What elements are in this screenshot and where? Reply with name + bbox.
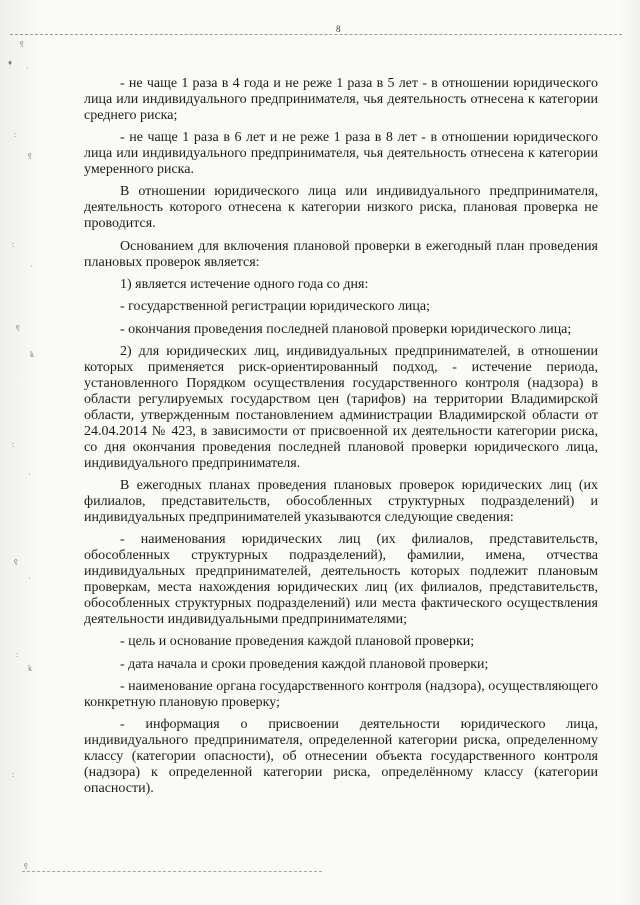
margin-mark: :	[14, 130, 17, 139]
margin-mark: k	[28, 664, 32, 673]
bottom-divider	[22, 871, 322, 872]
margin-mark: ♦	[8, 58, 13, 67]
paragraph-dates: - дата начала и сроки проведения каждой плановой проверки;	[120, 656, 489, 672]
top-divider	[10, 34, 622, 35]
paragraph-names: - наименования юридических лиц (их филиалов, представительств, обособленных структурных подразделений), фамилии, имена, отчества индивидуальных предпринимателей, деятельность которых подлежит плановым проверкам, места нахождения юридических лиц (их филиалов, представительств, обособленных структурных подразделений) или места фактического осуществления деятельности индивидуальными предпринимателями;	[84, 532, 598, 627]
paragraph-item-1: 1) является истечение одного года со дня:	[120, 276, 369, 292]
margin-mark: ·	[28, 470, 31, 479]
margin-mark: ę	[20, 38, 24, 47]
page-number: 8	[336, 24, 341, 34]
paragraph-item-2: 2) для юридических лиц, индивидуальных предпринимателей, в отношении которых применяется риск-ориентированный подход, - истечение периода, установленного Порядком осуществления государственного контроля (надзора) в области регулируемых государством цен (тарифов) на территории Владимирской области, утвержденным постановлением администрации Владимирской области от 24.04.2014 № 423, в зависимости от присвоенной их деятельности категории риска, со дня окончания проведения последней плановой проверки юридического лица, индивидуального предпринимателя.	[84, 344, 598, 471]
paragraph-risk-info: - информация о присвоении деятельности юридического лица, индивидуального предпринимателя, определенной категории риска, определенному классу (категории опасности), об отнесении объекта государственного контроля (надзора) к определенной категории риска, определённому классу (категории опасности).	[84, 717, 598, 796]
margin-mark: ·	[30, 262, 33, 271]
paragraph-registration: - государственной регистрации юридического лица;	[120, 299, 431, 315]
paragraph-risk-low: В отношении юридического лица или индивидуального предпринимателя, деятельность которого отнесена к категории низкого риска, плановая проверка не проводится.	[84, 184, 598, 232]
margin-mark: ę	[24, 860, 28, 869]
paragraph-annual-plans: В ежегодных планах проведения плановых проверок юридических лиц (их филиалов, представительств, обособленных структурных подразделений) и индивидуальных предпринимателей указываются следующие сведения:	[84, 477, 598, 525]
paragraph-goal: - цель и основание проведения каждой плановой проверки;	[120, 634, 475, 650]
paragraph-basis: Основанием для включения плановой проверки в ежегодный план проведения плановых проверок является:	[84, 238, 598, 270]
margin-mark: ę	[14, 556, 18, 565]
margin-mark: ę	[28, 150, 32, 159]
paragraph-last-check: - окончания проведения последней плановой проверки юридического лица;	[120, 321, 572, 337]
margin-mark: :	[12, 240, 15, 249]
binding-margin	[0, 0, 40, 905]
margin-mark: :	[12, 770, 15, 779]
paragraph-risk-medium: - не чаще 1 раза в 4 года и не реже 1 раза в 5 лет - в отношении юридического лица или индивидуального предпринимателя, чья деятельность отнесена к категории среднего риска;	[84, 76, 598, 123]
margin-mark: ę	[16, 322, 20, 331]
margin-mark: k	[30, 350, 34, 359]
paragraph-risk-moderate: - не чаще 1 раза в 6 лет и не реже 1 раза в 8 лет - в отношении юридического лица или индивидуального предпринимателя, чья деятельность отнесена к категории умеренного риска.	[84, 130, 598, 178]
paragraph-authority: - наименование органа государственного контроля (надзора), осуществляющего конкретную плановую проверку;	[84, 678, 598, 710]
body-text	[84, 76, 598, 803]
margin-mark: :	[16, 650, 19, 659]
margin-mark: ·	[28, 574, 31, 583]
margin-mark: ·	[26, 64, 29, 73]
margin-mark: :	[12, 440, 15, 449]
